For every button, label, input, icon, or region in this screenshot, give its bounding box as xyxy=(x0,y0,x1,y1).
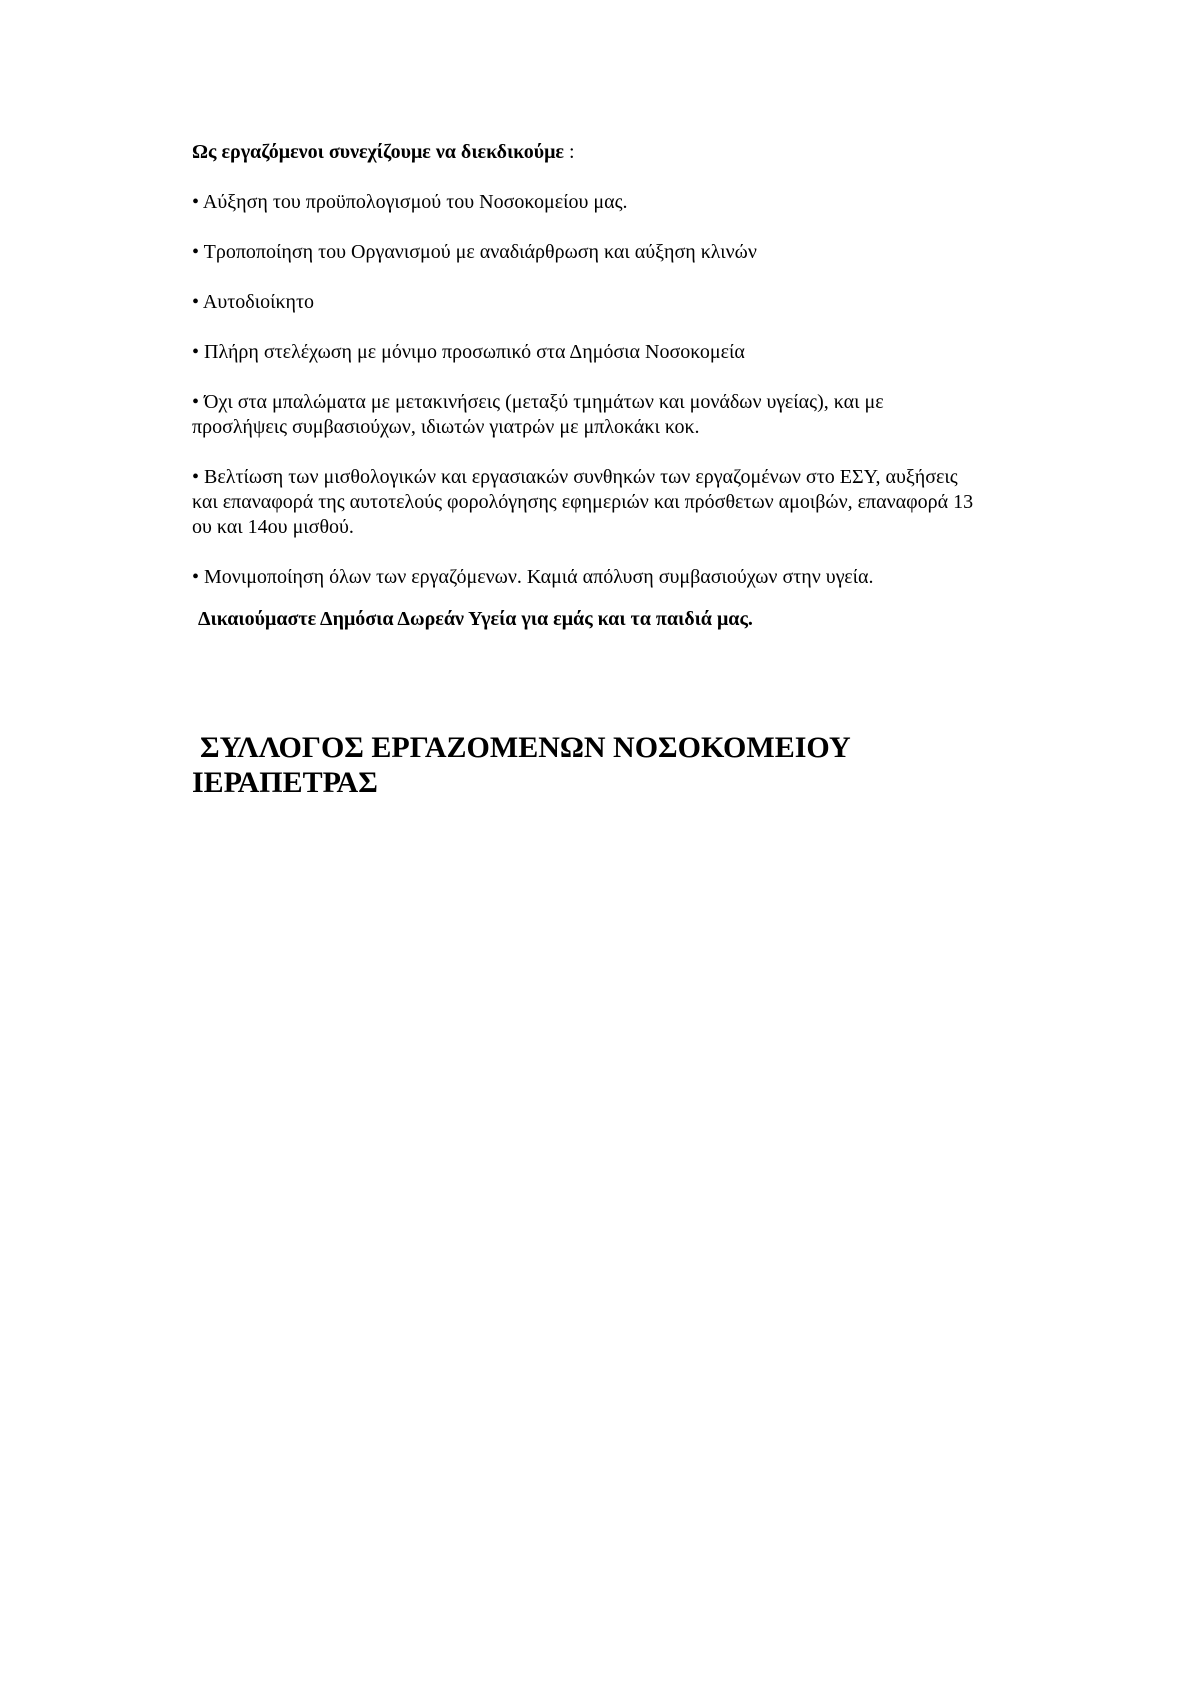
demands-list xyxy=(192,190,982,590)
demand-item-self-governance: • Αυτοδιοίκητο xyxy=(192,291,315,313)
demand-item-organization: • Τροποποίηση του Οργανισμού με αναδιάρθρωση και αύξηση κλινών xyxy=(192,241,757,263)
demand-item-permanence: • Μονιμοποίηση όλων των εργαζόμενων. Καμιά απόλυση συμβασιούχων στην υγεία. xyxy=(192,566,874,588)
signature-line-2: ΙΕΡΑΠΕΤΡΑΣ xyxy=(192,766,378,799)
document-body xyxy=(192,140,982,631)
intro-suffix: : xyxy=(563,141,575,163)
demand-item-no-patches: • Όχι στα μπαλώματα με μετακινήσεις (μεταξύ τμημάτων και μονάδων υγείας), και με προσλήψεις συμβασιούχων, ιδιωτών γιατρών με μπλοκάκι κοκ. xyxy=(192,391,884,438)
intro-paragraph xyxy=(192,140,982,164)
union-signature xyxy=(192,730,952,800)
demand-item-wages: • Βελτίωση των μισθολογικών και εργασιακών συνθηκών των εργαζομένων στο ΕΣΥ, αυξήσεις και επαναφορά της αυτοτελούς φορολόγησης εφημεριών και πρόσθετων αμοιβών, επαναφορά 13 ου και 14ου μισθού. xyxy=(192,466,974,538)
intro-bold-text: Ως εργαζόμενοι συνεχίζουμε να διεκδικούμε xyxy=(192,141,564,163)
demand-item-staffing: • Πλήρη στελέχωση με μόνιμο προσωπικό στα Δημόσια Νοσοκομεία xyxy=(192,341,745,363)
signature-line-1: ΣΥΛΛΟΓΟΣ ΕΡΓΑΖΟΜΕΝΩΝ ΝΟΣΟΚΟΜΕΙΟΥ xyxy=(200,731,851,764)
demand-item-budget: • Αύξηση του προϋπολογισμού του Νοσοκομείου μας. xyxy=(192,191,628,213)
closing-statement: Δικαιούμαστε Δημόσια Δωρεάν Υγεία για εμάς και τα παιδιά μας. xyxy=(198,608,753,630)
